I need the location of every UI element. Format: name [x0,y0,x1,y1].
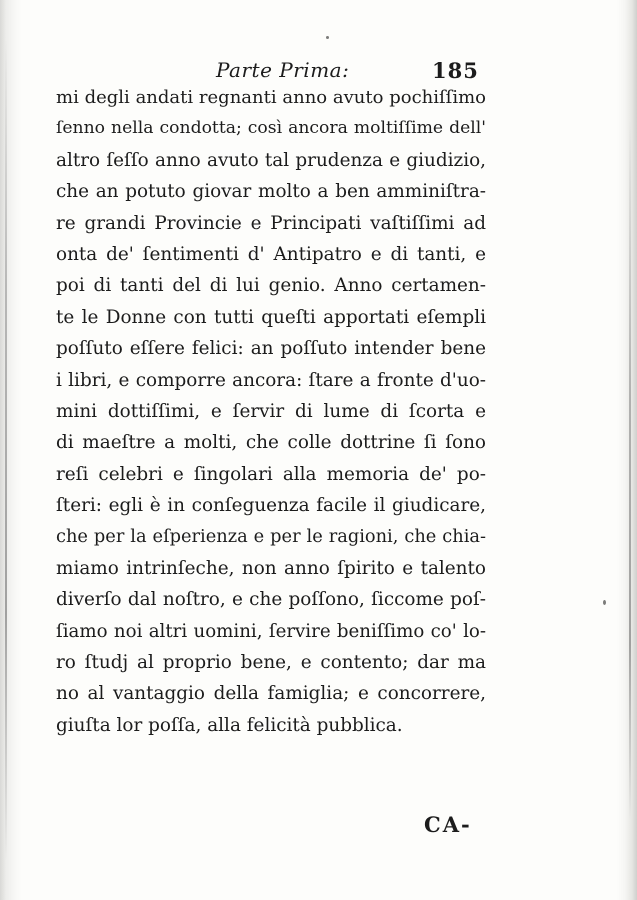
text-line: altro ſeſſo anno avuto tal prudenza e giudizio, [56,149,486,171]
catchword: CA- [424,812,472,837]
text-line: re grandi Provincie e Principati vaſtiſſimi ad [56,212,486,234]
text-line: giuſta lor poſſa, alla felicità pubblica. [56,714,403,736]
text-line: che per la eſperienza e per le ragioni, che chia- [56,526,486,548]
text-line: ro ſtudj al proprio bene, e contento; dar ma [56,652,486,674]
text-line: ſenno nella condotta; così ancora moltiſſime dell' [56,118,486,139]
right-edge-shadow [629,120,631,820]
ink-speck [326,36,329,39]
text-line: ſiamo noi altri uomini, ſervire beniſſimo co' lo- [56,620,486,642]
text-line: ſteri: egli è in conſeguenza facile il giudicare, [56,495,486,517]
text-line: onta de' ſentimenti d' Antipatro e di tanti, e [56,243,486,265]
text-line: mini dottiſſimi, e ſervir di lume di ſcorta e [56,400,486,422]
text-line: diverſo dal noſtro, e che poſſono, ſiccome poſ- [56,589,486,611]
text-line: mi degli andati regnanti anno avuto pochiſſimo [56,87,486,108]
text-line: te le Donne con tutti queſti apportati eſempli [56,306,486,328]
text-line: no al vantaggio della famiglia; e concorrere, [56,683,486,705]
left-edge-shadow [5,40,7,860]
text-line: i libri, e comporre ancora: ſtare a fronte d'uo- [56,369,486,391]
text-line: di maeſtre a molti, che colle dottrine ſi ſono [56,432,486,454]
text-line: poi di tanti del di lui genio. Anno certamen- [56,275,486,297]
left-page-edge [0,0,22,900]
text-line: poſſuto eſſere felici: an poſſuto intender bene [56,338,486,360]
text-line: reſi celebri e ſingolari alla memoria de' po- [56,463,486,485]
page-number: 185 [432,58,479,83]
text-line: che an potuto giovar molto a ben amminiſtra- [56,181,486,203]
ink-speck [603,600,606,605]
running-head-title: Parte Prima: [216,58,350,82]
text-line: miamo intrinſeche, non anno ſpirito e talento [56,557,486,579]
right-page-edge [617,0,637,900]
body-text [56,82,486,741]
